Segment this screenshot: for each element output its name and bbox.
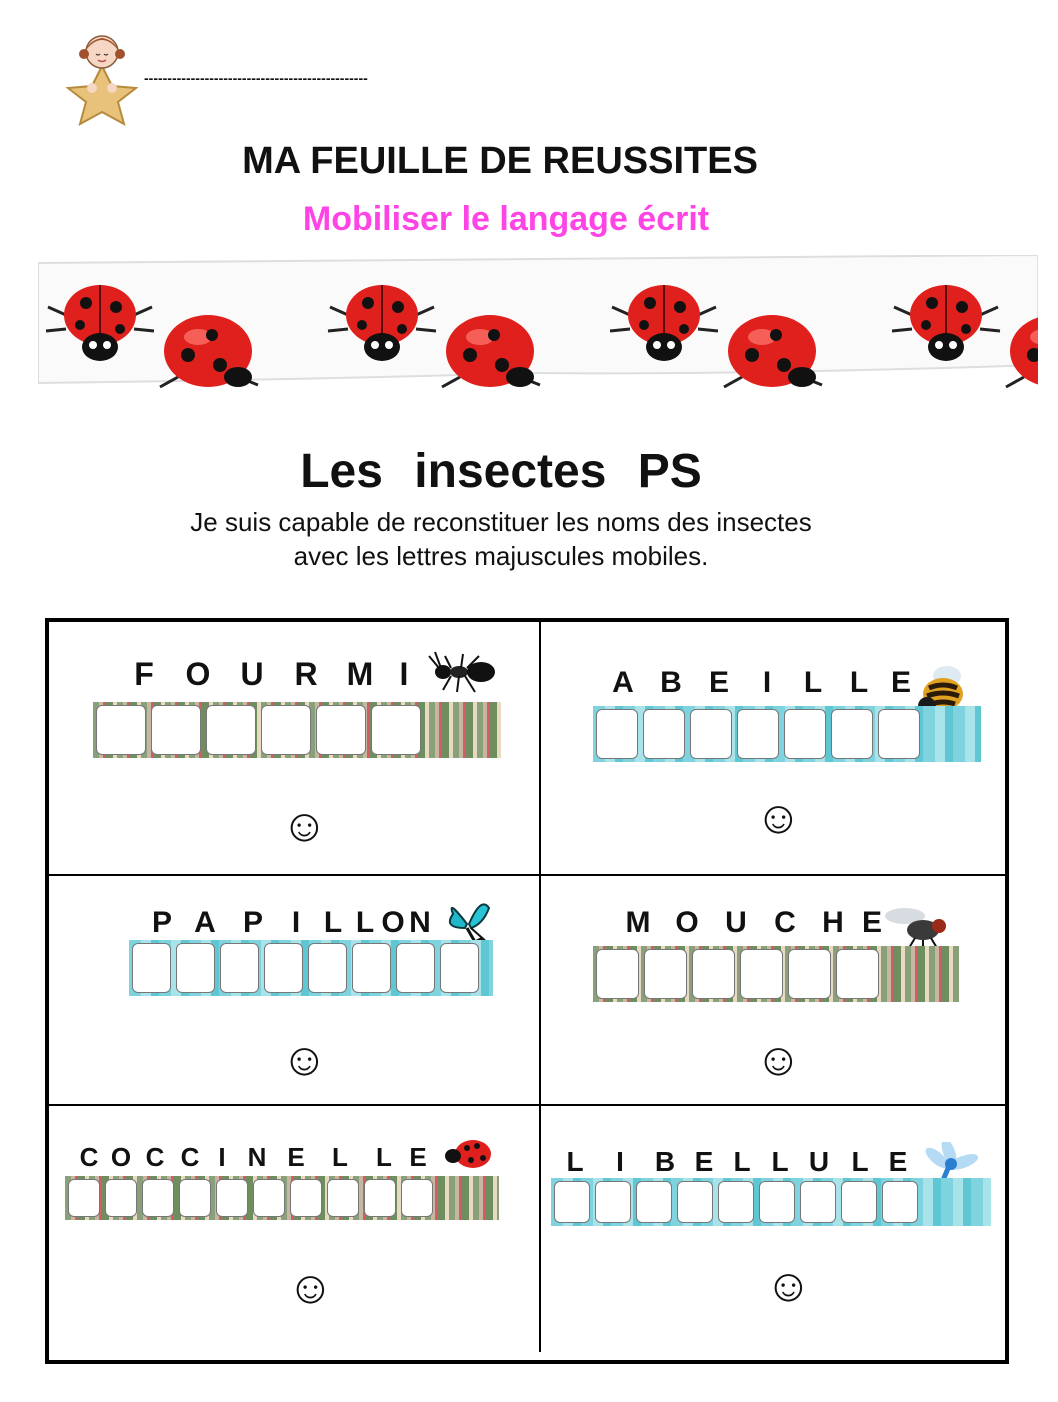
letter-box[interactable] bbox=[132, 943, 171, 993]
fly-icon bbox=[883, 904, 947, 950]
letter: P bbox=[151, 906, 172, 939]
letter-box[interactable] bbox=[206, 705, 256, 755]
letter-box[interactable] bbox=[878, 709, 920, 759]
letter-box[interactable] bbox=[596, 949, 639, 999]
letter: O bbox=[381, 906, 405, 939]
letter-box[interactable] bbox=[261, 705, 311, 755]
letter-box[interactable] bbox=[800, 1181, 836, 1223]
smiley-icon[interactable]: ☺ bbox=[755, 791, 802, 843]
card-coccinelle bbox=[49, 1106, 541, 1352]
ladybug-band-image bbox=[38, 255, 1038, 395]
letter-strip bbox=[593, 706, 981, 762]
card-libellule bbox=[541, 1106, 1005, 1352]
letter: C bbox=[180, 1142, 200, 1172]
letter: L bbox=[803, 666, 823, 699]
letter-box[interactable] bbox=[151, 705, 201, 755]
letter: L bbox=[323, 906, 343, 939]
smiley-icon[interactable]: ☺ bbox=[287, 1261, 334, 1313]
word-papillon bbox=[143, 906, 433, 940]
letter-box[interactable] bbox=[841, 1181, 877, 1223]
instruction-text bbox=[0, 505, 1002, 573]
letter-box[interactable] bbox=[142, 1179, 174, 1217]
child-star-icon bbox=[62, 28, 142, 128]
letter: L bbox=[566, 1146, 584, 1177]
letter: L bbox=[332, 1142, 348, 1172]
section-title: Les insectes PS bbox=[300, 445, 702, 498]
ladybug-icon bbox=[443, 1136, 495, 1172]
letter-strip bbox=[593, 946, 959, 1002]
letter: I bbox=[399, 656, 409, 692]
letter: C bbox=[79, 1142, 99, 1172]
page-subtitle: Mobiliser le langage écrit bbox=[302, 200, 710, 238]
letter: E bbox=[888, 1146, 908, 1177]
letter-box[interactable] bbox=[176, 943, 215, 993]
letter: L bbox=[355, 906, 375, 939]
letter: B bbox=[654, 1146, 676, 1177]
letter: M bbox=[625, 906, 651, 939]
letter: R bbox=[294, 656, 318, 692]
letter-box[interactable] bbox=[690, 709, 732, 759]
letter-box[interactable] bbox=[737, 709, 779, 759]
letter-box[interactable] bbox=[677, 1181, 713, 1223]
letter-box[interactable] bbox=[105, 1179, 137, 1217]
letter: C bbox=[774, 906, 796, 939]
letter: L bbox=[849, 666, 869, 699]
letter: I bbox=[218, 1142, 226, 1172]
letter: L bbox=[733, 1146, 751, 1177]
letter: I bbox=[616, 1146, 624, 1177]
word-mouche bbox=[613, 906, 887, 940]
letter-box[interactable] bbox=[96, 705, 146, 755]
letter-box[interactable] bbox=[371, 705, 421, 755]
letter: N bbox=[247, 1142, 267, 1172]
word-fourmi bbox=[117, 656, 421, 693]
letter-box[interactable] bbox=[831, 709, 873, 759]
letter: I bbox=[291, 906, 301, 939]
letter: U bbox=[725, 906, 747, 939]
word-abeille bbox=[599, 666, 919, 700]
letter: E bbox=[861, 906, 882, 939]
letter: C bbox=[145, 1142, 165, 1172]
card-fourmi bbox=[49, 622, 541, 876]
insect-grid bbox=[45, 618, 1009, 1364]
letter: M bbox=[346, 656, 374, 692]
letter-box[interactable] bbox=[882, 1181, 918, 1223]
name-header bbox=[62, 28, 482, 128]
letter-box[interactable] bbox=[253, 1179, 285, 1217]
letter: B bbox=[660, 666, 682, 699]
letter: O bbox=[185, 656, 211, 692]
word-libellule bbox=[555, 1146, 915, 1178]
letter: U bbox=[808, 1146, 830, 1177]
letter-box[interactable] bbox=[179, 1179, 211, 1217]
letter-box[interactable] bbox=[636, 1181, 672, 1223]
instruction-line-2: avec les lettres majuscules mobiles. bbox=[293, 541, 709, 571]
letter: E bbox=[409, 1142, 427, 1172]
letter: E bbox=[694, 1146, 714, 1177]
letter: E bbox=[890, 666, 911, 699]
letter-box[interactable] bbox=[595, 1181, 631, 1223]
letter: N bbox=[409, 906, 431, 939]
letter-box[interactable] bbox=[352, 943, 391, 993]
letter: E bbox=[287, 1142, 305, 1172]
letter-box[interactable] bbox=[644, 949, 687, 999]
smiley-icon[interactable]: ☺ bbox=[281, 1033, 328, 1085]
word-coccinelle bbox=[73, 1142, 433, 1173]
letter: O bbox=[110, 1142, 132, 1172]
letter-box[interactable] bbox=[68, 1179, 100, 1217]
page-title: MA FEUILLE DE REUSSITES bbox=[242, 140, 758, 182]
letter-box[interactable] bbox=[554, 1181, 590, 1223]
letter: O bbox=[675, 906, 699, 939]
letter-box[interactable] bbox=[316, 705, 366, 755]
letter-box[interactable] bbox=[264, 943, 303, 993]
letter: F bbox=[134, 656, 154, 692]
letter-box[interactable] bbox=[327, 1179, 359, 1217]
letter-strip bbox=[129, 940, 493, 996]
letter-box[interactable] bbox=[692, 949, 735, 999]
card-mouche bbox=[541, 876, 1005, 1106]
instruction-line-1: Je suis capable de reconstituer les noms des insectes bbox=[190, 507, 812, 537]
letter-box[interactable] bbox=[220, 943, 259, 993]
letter-box[interactable] bbox=[836, 949, 879, 999]
letter: A bbox=[612, 666, 634, 699]
letter-box[interactable] bbox=[788, 949, 831, 999]
letter: E bbox=[708, 666, 729, 699]
letter-box[interactable] bbox=[396, 943, 435, 993]
letter-box[interactable] bbox=[290, 1179, 322, 1217]
letter-strip bbox=[65, 1176, 499, 1220]
card-abeille bbox=[541, 622, 1005, 876]
letter-box[interactable] bbox=[216, 1179, 248, 1217]
letter-box[interactable] bbox=[401, 1179, 433, 1217]
letter-strip bbox=[93, 702, 501, 758]
card-papillon bbox=[49, 876, 541, 1106]
letter-box[interactable] bbox=[718, 1181, 754, 1223]
smiley-icon[interactable]: ☺ bbox=[755, 1033, 802, 1085]
letter-box[interactable] bbox=[784, 709, 826, 759]
letter: H bbox=[822, 906, 844, 939]
letter: L bbox=[376, 1142, 392, 1172]
ant-icon bbox=[421, 648, 501, 694]
letter-box[interactable] bbox=[440, 943, 479, 993]
letter: L bbox=[771, 1146, 789, 1177]
letter-box[interactable] bbox=[759, 1181, 795, 1223]
letter: P bbox=[242, 906, 263, 939]
smiley-icon[interactable]: ☺ bbox=[765, 1259, 812, 1311]
letter-strip bbox=[551, 1178, 991, 1226]
letter-box[interactable] bbox=[364, 1179, 396, 1217]
letter: L bbox=[851, 1146, 869, 1177]
letter-box[interactable] bbox=[308, 943, 347, 993]
smiley-icon[interactable]: ☺ bbox=[281, 799, 328, 851]
letter-box[interactable] bbox=[643, 709, 685, 759]
letter-box[interactable] bbox=[596, 709, 638, 759]
letter: U bbox=[240, 656, 264, 692]
name-line: ------------------------------------------------ bbox=[144, 70, 368, 86]
letter: I bbox=[762, 666, 772, 699]
letter-box[interactable] bbox=[740, 949, 783, 999]
letter: A bbox=[194, 906, 216, 939]
